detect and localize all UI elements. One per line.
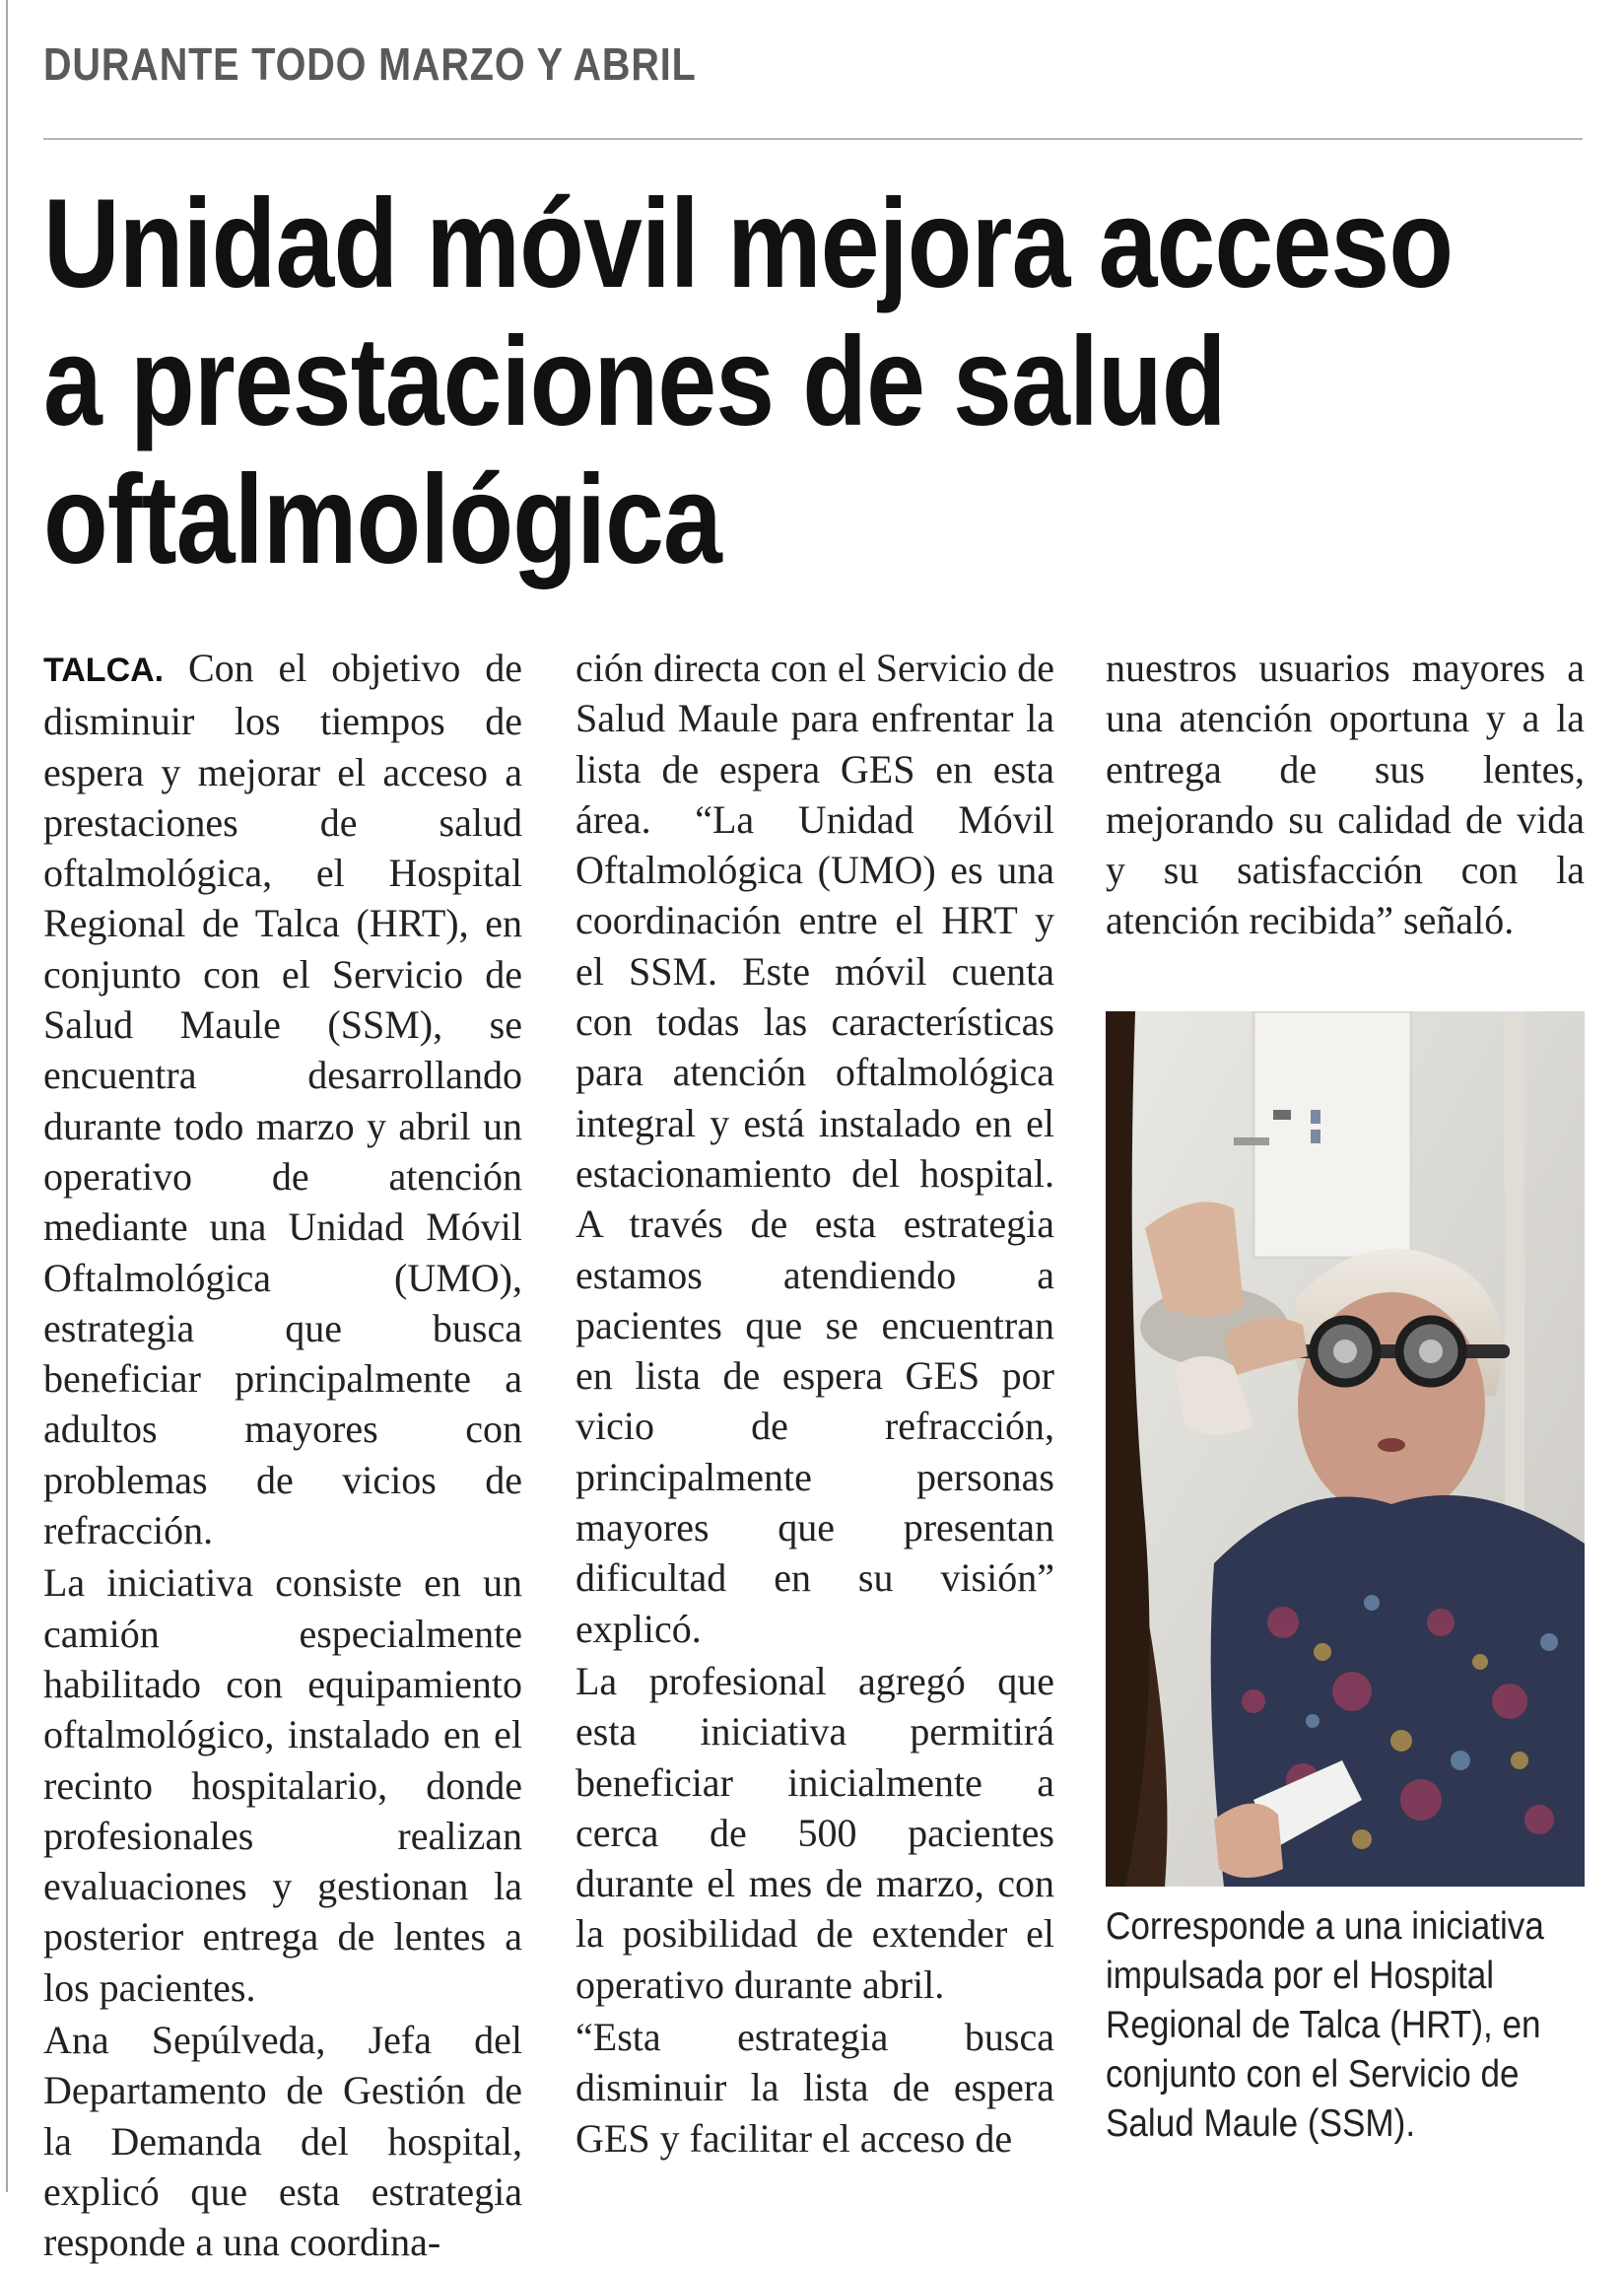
article-column-2 — [575, 643, 1054, 2166]
page-left-rule — [6, 0, 8, 2192]
kicker-divider — [43, 138, 1583, 140]
photo-caption: Corresponde a una iniciativa impulsada por el Hospital Regional de Talca (HRT), en conjunto con el Servicio de Salud Maule (SSM). — [1106, 1905, 1544, 2145]
article-paragraph: ción directa con el Servicio de Salud Maule para enfrentar la lista de espera GES en esta área. “La Unidad Móvil Oftalmológica (UMO) es una coordinación entre el HRT y el SSM. Este móvil cuenta con todas las características para atención oftalmológica integral y está instalado en el estacionamiento del hospital. A través de esta estrategia estamos atendiendo a pacientes que se encuentran en lista de espera GES por vicio de refracción, principalmente personas mayores que presentan dificultad en su visión” explicó. — [575, 646, 1054, 1651]
headline-line-2: a prestaciones de salud — [43, 311, 1226, 452]
article-paragraph: nuestros usuarios mayores a una atención oportuna y a la entrega de sus lentes, mejorando su calidad de vida y su satisfacción con la atención recibida” señaló. — [1106, 646, 1585, 943]
article-paragraph: Ana Sepúlveda, Jefa del Departamento de Gestión de la Demanda del hospital, explicó que esta estrategia responde a una coordina- — [43, 2018, 522, 2265]
article-column-3 — [1106, 643, 1585, 948]
article-photo — [1106, 1011, 1585, 1887]
headline-line-1: Unidad móvil mejora acceso — [43, 173, 1454, 314]
dateline: TALCA. — [43, 652, 165, 689]
kicker: DURANTE TODO MARZO Y ABRIL — [43, 38, 697, 90]
headline-line-3: oftalmológica — [43, 449, 722, 590]
headline — [43, 175, 1583, 589]
article-paragraph: La iniciativa consiste en un camión especialmente habilitado con equipamiento oftalmológico, instalado en el recinto hospitalario, donde profesionales realizan evaluaciones y gestionan la posterior entrega de lentes a los pacientes. — [43, 1560, 522, 2010]
article-paragraph: “Esta estrategia busca disminuir la lista de espera GES y facilitar el acceso de — [575, 2015, 1054, 2161]
eye-exam-photo — [1106, 1011, 1585, 1887]
article-column-1 — [43, 643, 522, 2270]
paragraph-text: Con el objetivo de disminuir los tiempos de espera y mejorar el acceso a prestaciones de salud oftalmológica, el Hospital Regional de Talca (HRT), en conjunto con el Servicio de Salud Maule (SSM), se encuentra desarrollando durante todo marzo y abril un operativo de atención mediante una Unidad Móvil Oftalmológica (UMO), estrategia que busca beneficiar principalmente a adultos mayores con problemas de vicios de refracción. — [43, 646, 522, 1553]
article-paragraph — [43, 643, 522, 1555]
article-paragraph: La profesional agregó que esta iniciativa permitirá beneficiar inicialmente a cerca de 500 pacientes durante el mes de marzo, con la posibilidad de extender el operativo durante abril. — [575, 1658, 1054, 2007]
